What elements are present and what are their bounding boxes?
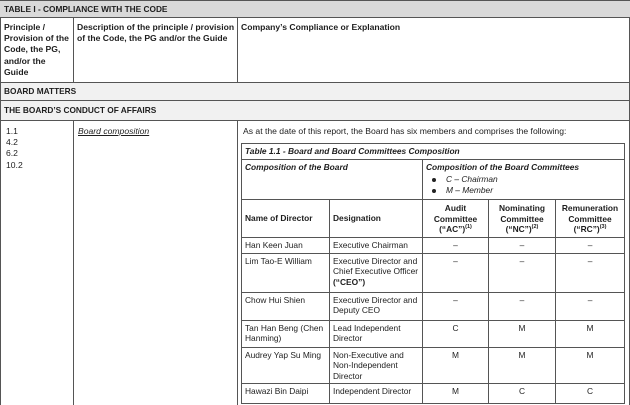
composition-committees-label: Composition of the Board Committees bbox=[426, 161, 580, 172]
committee-abbr: (“RC”) bbox=[573, 224, 600, 235]
col-header-ac bbox=[423, 199, 489, 237]
composition-board-heading bbox=[242, 159, 423, 199]
header-principle: Principle / Provision of the Code, the PG, and/or the Guide bbox=[4, 22, 69, 77]
director-designation: Independent Director bbox=[330, 384, 423, 404]
committee-name: Remuneration Committee bbox=[561, 203, 619, 224]
footnote-ref: (2) bbox=[531, 224, 539, 231]
ac-role: – bbox=[423, 237, 489, 253]
border-left bbox=[0, 18, 1, 405]
legend-chairman: C – Chairman bbox=[446, 174, 498, 184]
nc-role: – bbox=[489, 237, 556, 253]
table-row bbox=[242, 237, 625, 253]
director-designation: Lead Independent Director bbox=[330, 320, 423, 347]
committee-name: Audit Committee bbox=[433, 203, 478, 224]
nc-role: – bbox=[489, 292, 556, 320]
col-divider-1-body bbox=[73, 121, 74, 405]
designation-text: Executive Director and Chief Executive Officer bbox=[333, 255, 419, 277]
bullet-icon bbox=[432, 189, 436, 193]
ref-item: 6.2 bbox=[6, 148, 18, 159]
director-name: Hawazi Bin Daipi bbox=[242, 384, 330, 404]
table-row bbox=[242, 292, 625, 320]
table-row bbox=[242, 384, 625, 404]
director-designation: Non-Executive and Non-Independent Director bbox=[330, 347, 423, 384]
ref-item: 10.2 bbox=[6, 159, 23, 170]
subsection-band bbox=[0, 101, 630, 121]
director-name: Audrey Yap Su Ming bbox=[242, 347, 330, 384]
committee-abbr: (“NC”) bbox=[505, 224, 532, 235]
nc-role: C bbox=[489, 384, 556, 404]
legend-item bbox=[432, 185, 621, 196]
rc-role: – bbox=[556, 253, 625, 292]
inner-table-title: Table 1.1 - Board and Board Committees Composition bbox=[242, 144, 625, 160]
row-description: Board composition bbox=[78, 126, 150, 136]
legend bbox=[432, 174, 621, 197]
table-row bbox=[242, 253, 625, 292]
table-row bbox=[242, 320, 625, 347]
ac-role: M bbox=[423, 347, 489, 384]
committee-abbr: (“AC”) bbox=[439, 224, 466, 235]
col-divider-1-header bbox=[73, 18, 74, 82]
col-divider-2-header bbox=[237, 18, 238, 82]
provision-refs bbox=[6, 126, 66, 171]
legend-item bbox=[432, 174, 621, 185]
section-band bbox=[0, 82, 630, 101]
composition-committees-heading bbox=[423, 159, 625, 199]
ref-item: 1.1 bbox=[6, 126, 18, 136]
bullet-icon bbox=[432, 178, 436, 182]
section-title: BOARD MATTERS bbox=[4, 86, 77, 97]
composition-board-label: Composition of the Board bbox=[245, 161, 348, 172]
col-header-designation: Designation bbox=[330, 199, 423, 237]
rc-role: – bbox=[556, 292, 625, 320]
director-name: Lim Tao-E William bbox=[242, 253, 330, 292]
ac-role: M bbox=[423, 384, 489, 404]
header-description: Description of the principle / provision of the Code, the PG and/or the Guide bbox=[77, 22, 235, 44]
director-name: Chow Hui Shien bbox=[242, 292, 330, 320]
footnote-ref: (3) bbox=[599, 224, 607, 231]
table-title-band bbox=[0, 0, 630, 18]
nc-role: – bbox=[489, 253, 556, 292]
rc-role: C bbox=[556, 384, 625, 404]
footnote-ref: (1) bbox=[465, 224, 472, 231]
director-name: Tan Han Beng (Chen Hanming) bbox=[242, 320, 330, 347]
designation-abbr: (“CEO”) bbox=[333, 276, 366, 287]
rc-role: – bbox=[556, 237, 625, 253]
board-composition-table bbox=[241, 143, 625, 404]
director-designation bbox=[330, 253, 423, 292]
row-intro-text: As at the date of this report, the Board has six members and comprises the following: bbox=[243, 126, 567, 136]
director-designation: Executive Chairman bbox=[330, 237, 423, 253]
rc-role: M bbox=[556, 320, 625, 347]
ref-item: 4.2 bbox=[6, 137, 18, 148]
col-header-name: Name of Director bbox=[242, 199, 330, 237]
director-designation: Executive Director and Deputy CEO bbox=[330, 292, 423, 320]
nc-role: M bbox=[489, 320, 556, 347]
legend-member: M – Member bbox=[446, 185, 494, 196]
ac-role: C bbox=[423, 320, 489, 347]
col-header-rc bbox=[556, 199, 625, 237]
col-divider-2-body bbox=[237, 121, 238, 405]
subsection-title: THE BOARD’S CONDUCT OF AFFAIRS bbox=[4, 105, 157, 116]
table-title: TABLE I - COMPLIANCE WITH THE CODE bbox=[4, 3, 168, 14]
table-row bbox=[242, 347, 625, 384]
committee-name: Nominating Committee bbox=[498, 203, 546, 224]
director-name: Han Keen Juan bbox=[242, 237, 330, 253]
col-header-nc bbox=[489, 199, 556, 237]
ac-role: – bbox=[423, 292, 489, 320]
header-compliance: Company’s Compliance or Explanation bbox=[241, 22, 401, 32]
nc-role: M bbox=[489, 347, 556, 384]
ac-role: – bbox=[423, 253, 489, 292]
rc-role: M bbox=[556, 347, 625, 384]
